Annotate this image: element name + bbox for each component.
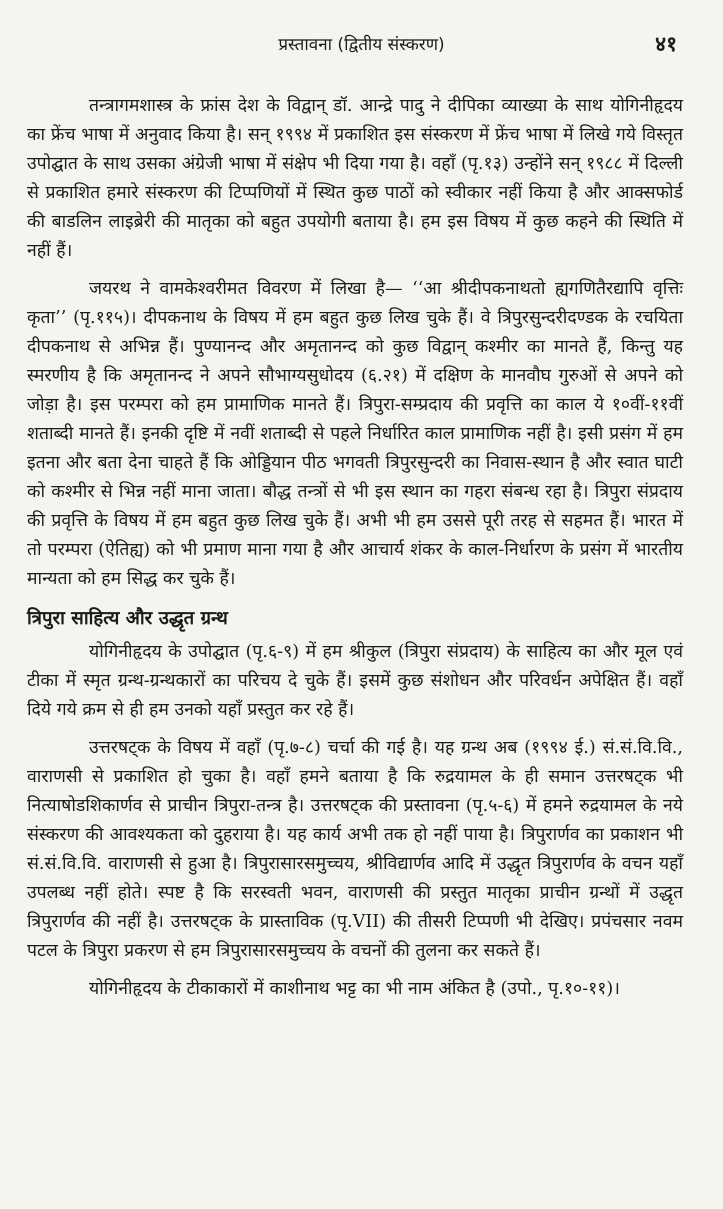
paragraph: योगिनीहृदय के टीकाकारों में काशीनाथ भट्ट का भी नाम अंकित है (उपो., पृ.१०-११)। bbox=[89, 979, 620, 999]
section-heading: त्रिपुरा साहित्य और उद्धृत ग्रन्थ bbox=[27, 608, 228, 629]
running-header bbox=[0, 32, 723, 60]
paragraph: उत्तरषट्क के विषय में वहाँ (पृ.७-८) चर्चा की गई है। यह ग्रन्थ अब (१९९४ ई.) सं.सं.वि.वि., वाराणसी से प्रकाशित हो चुका है। वहाँ हमने बताया है कि रुद्रयामल के ही समान उत्तरषट्क भी नित्याषोडशिकार्णव से प्राचीन त्रिपुरा-तन्त्र है। उत्तरषट्क की प्रस्तावना (पृ.५-६) में हमने रुद्रयामल के नये संस्करण की आवश्यकता को दुहराया है। यह कार्य अभी तक हो नहीं पाया है। त्रिपुरार्णव का प्रकाशन भी सं.सं.वि.वि. वाराणसी से हुआ है। त्रिपुरासारसमुच्चय, श्रीविद्यार्णव आदि में उद्धृत त्रिपुरार्णव के वचन यहाँ उपलब्ध नहीं होते। स्पष्ट है कि सरस्वती भवन, वाराणसी की प्रस्तुत मातृका प्राचीन ग्रन्थों में उद्धृत त्रिपुरार्णव की नहीं है। उत्तरषट्क के प्रास्ताविक (पृ.VII) की तीसरी टिप्पणी भी देखिए। प्रपंचसार नवम पटल के त्रिपुरा प्रकरण से हम त्रिपुरासारसमुच्चय के वचनों की तुलना कर सकते हैं। bbox=[27, 738, 683, 961]
paragraph: तन्त्रागमशास्त्र के फ्रांस देश के विद्वान् डॉ. आन्द्रे पादु ने दीपिका व्याख्या के साथ योगिनीहृदय का फ्रेंच भाषा में अनुवाद किया है। सन् १९९४ में प्रकाशित इस संस्करण में फ्रेंच भाषा में लिखे गये विस्तृत उपोद्घात के साथ उसका अंग्रेजी भाषा में संक्षेप भी दिया गया है। वहाँ (पृ.१३) उन्होंने सन् १९८८ में दिल्ली से प्रकाशित हमारे संस्करण की टिप्पणियों में स्थित कुछ पाठों को स्वीकार नहीं किया है और आक्सफोर्ड की बाडलिन लाइब्रेरी की मातृका को बहुत उपयोगी बताया है। हम इस विषय में कुछ कहने की स्थिति में नहीं हैं। bbox=[27, 96, 683, 261]
paragraph: जयरथ ने वामकेश्वरीमत विवरण में लिखा है— ‘‘आ श्रीदीपकनाथतो ह्यगणितैरद्यापि वृत्तिः कृता’’ (पृ.११५)। दीपकनाथ के विषय में हम बहुत कुछ लिख चुके हैं। वे त्रिपुरसुन्दरीदण्डक के रचयिता दीपकनाथ से अभिन्न हैं। पुण्यानन्द और अमृतानन्द को कुछ विद्वान् कश्मीर का मानते हैं, किन्तु यह स्मरणीय है कि अमृतानन्द ने अपने सौभाग्यसुधोदय (६.२१) में दक्षिण के मानवौघ गुरुओं से अपने को जोड़ा है। इस परम्परा को हम प्रामाणिक मानते हैं। त्रिपुरा-सम्प्रदाय की प्रवृत्ति का काल ये १०वीं-११वीं शताब्दी मानते हैं। इनकी दृष्टि में नवीं शताब्दी से पहले निर्धारित काल प्रामाणिक नहीं है। इसी प्रसंग में हम इतना और बता देना चाहते हैं कि ओड्डियान पीठ भगवती त्रिपुरसुन्दरी का निवास-स्थान है और स्वात घाटी को कश्मीर से भिन्न नहीं माना जाता। बौद्ध तन्त्रों से भी इस स्थान का गहरा संबन्ध रहा है। त्रिपुरा संप्रदाय की प्रवृत्ति के विषय में हम बहुत कुछ लिख चुके हैं। अभी भी हम उससे पूरी तरह से सहमत हैं। भारत में तो परम्परा (ऐतिह्य) को भी प्रमाण माना गया है और आचार्य शंकर के काल-निर्धारण के प्रसंग में भारतीय मान्यता को हम सिद्ध कर चुके हैं। bbox=[27, 279, 684, 589]
page-number: ४१ bbox=[655, 32, 677, 56]
paragraph: योगिनीहृदय के उपोद्घात (पृ.६-९) में हम श्रीकुल (त्रिपुरा संप्रदाय) के साहित्य का और मूल एवं टीका में स्मृत ग्रन्थ-ग्रन्थकारों का परिचय दे चुके हैं। इसमें कुछ संशोधन और परिवर्धन अपेक्षित हैं। वहाँ दिये गये क्रम से ही हम उनको यहाँ प्रस्तुत कर रहे हैं। bbox=[27, 642, 683, 720]
running-title: प्रस्तावना (द्वितीय संस्करण) bbox=[278, 35, 445, 55]
body-text bbox=[27, 92, 683, 1004]
